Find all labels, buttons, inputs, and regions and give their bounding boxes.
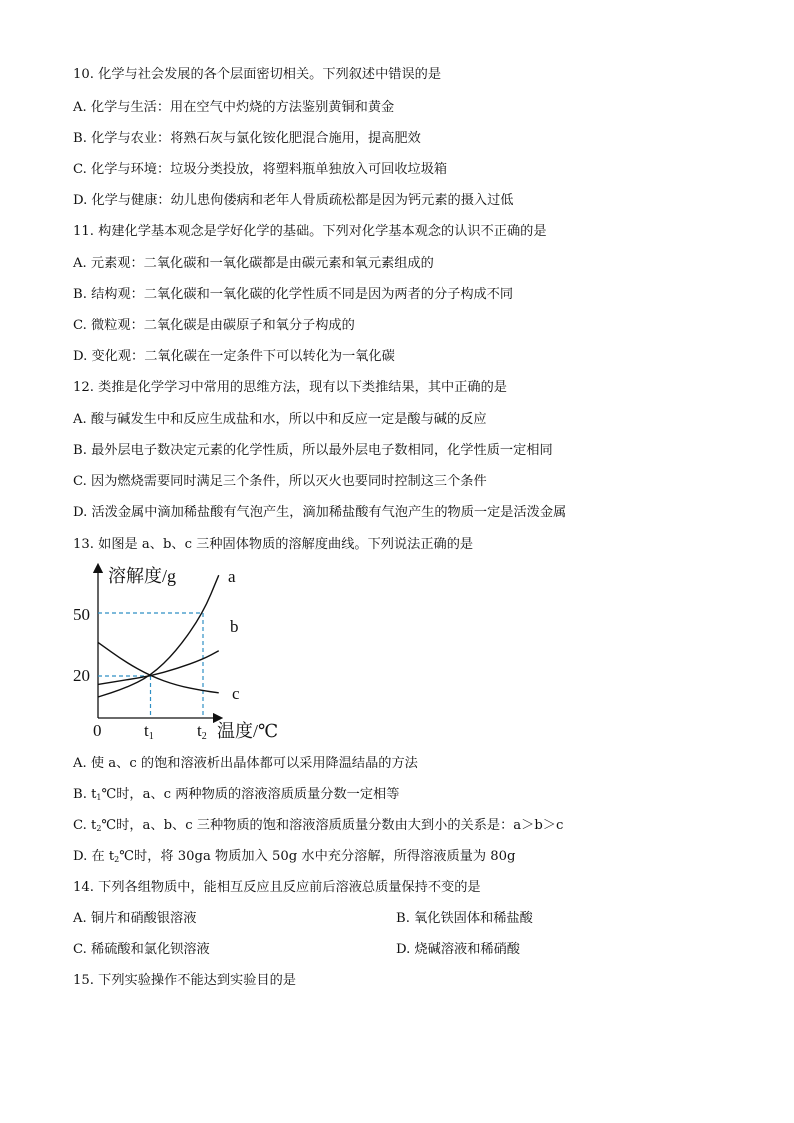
- q12-option-d: D. 活泼金属中滴加稀盐酸有气泡产生，滴加稀盐酸有气泡产生的物质一定是活泼金属: [73, 505, 567, 520]
- q10-option-b: B. 化学与农业：将熟石灰与氯化铵化肥混合施用，提高肥效: [73, 131, 421, 146]
- q10-option-d: D. 化学与健康：幼儿患佝偻病和老年人骨质疏松都是因为钙元素的摄入过低: [73, 193, 514, 208]
- q11-stem: 11. 构建化学基本观念是学好化学的基础。下列对化学基本观念的认识不正确的是: [73, 224, 547, 239]
- q13-option-b: [73, 786, 399, 807]
- q12-option-c: C. 因为燃烧需要同时满足三个条件，所以灭火也要同时控制这三个条件: [73, 474, 487, 489]
- q15-stem: 15. 下列实验操作不能达到实验目的是: [73, 973, 296, 988]
- q10-option-c: C. 化学与环境：垃圾分类投放，将塑料瓶单独放入可回收垃圾箱: [73, 162, 448, 177]
- q13-option-c-post: ℃时，a、b、c 三种物质的饱和溶液溶质质量分数由大到小的关系是：a＞b＞c: [101, 818, 564, 833]
- q13-option-d-pre: D. 在 t: [73, 849, 115, 864]
- x-tick-t1: t1: [144, 721, 154, 742]
- q10-option-a: A. 化学与生活：用在空气中灼烧的方法鉴别黄铜和黄金: [73, 100, 395, 115]
- q13-option-c: [73, 817, 563, 838]
- y-axis-label: 溶解度/g: [108, 566, 177, 586]
- q12-stem: 12. 类推是化学学习中常用的思维方法，现有以下类推结果，其中正确的是: [73, 380, 507, 395]
- solubility-curve-chart: [70, 562, 300, 742]
- q13-option-a: A. 使 a、c 的饱和溶液析出晶体都可以采用降温结晶的方法: [73, 756, 418, 771]
- q13-stem: 13. 如图是 a、b、c 三种固体物质的溶解度曲线。下列说法正确的是: [73, 537, 474, 552]
- q14-option-c: C. 稀硫酸和氯化钡溶液: [73, 942, 210, 957]
- q13-option-d: [73, 848, 515, 869]
- series-label-b: b: [230, 617, 239, 636]
- q13-option-d-post: ℃时，将 30ga 物质加入 50g 水中充分溶解，所得溶液质量为 80g: [119, 849, 516, 864]
- x-axis-label: 温度/℃: [217, 721, 279, 741]
- q11-option-c: C. 微粒观：二氧化碳是由碳原子和氧分子构成的: [73, 318, 355, 333]
- origin-label: 0: [93, 721, 102, 740]
- q13-option-c-pre: C. t: [73, 818, 97, 833]
- x-tick-t2: t2: [197, 721, 207, 742]
- q13-option-d-sub: 2: [114, 855, 120, 864]
- series-label-a: a: [228, 567, 236, 586]
- q11-option-d: D. 变化观：二氧化碳在一定条件下可以转化为一氧化碳: [73, 349, 395, 364]
- q13-option-c-sub: 2: [96, 824, 102, 833]
- q14-option-a: A. 铜片和硝酸银溶液: [73, 911, 197, 926]
- q14-option-b: B. 氧化铁固体和稀盐酸: [396, 911, 533, 926]
- curves: [98, 575, 219, 697]
- series-label-c: c: [232, 684, 240, 703]
- q13-option-b-sub: 1: [96, 793, 102, 802]
- q13-option-b-pre: B. t: [73, 787, 97, 802]
- q10-stem: 10. 化学与社会发展的各个层面密切相关。下列叙述中错误的是: [73, 67, 442, 82]
- q14-option-d: D. 烧碱溶液和稀硝酸: [396, 942, 520, 957]
- q14-stem: 14. 下列各组物质中，能相互反应且反应前后溶液总质量保持不变的是: [73, 880, 481, 895]
- y-tick-20: 20: [73, 666, 90, 685]
- y-tick-50: 50: [73, 605, 90, 624]
- q12-option-a: A. 酸与碱发生中和反应生成盐和水，所以中和反应一定是酸与碱的反应: [73, 412, 487, 427]
- q11-option-b: B. 结构观：二氧化碳和一氧化碳的化学性质不同是因为两者的分子构成不同: [73, 287, 514, 302]
- q13-option-b-post: ℃时，a、c 两种物质的溶液溶质质量分数一定相等: [101, 787, 400, 802]
- q11-option-a: A. 元素观：二氧化碳和一氧化碳都是由碳元素和氧元素组成的: [73, 256, 434, 271]
- q12-option-b: B. 最外层电子数决定元素的化学性质，所以最外层电子数相同，化学性质一定相同: [73, 443, 553, 458]
